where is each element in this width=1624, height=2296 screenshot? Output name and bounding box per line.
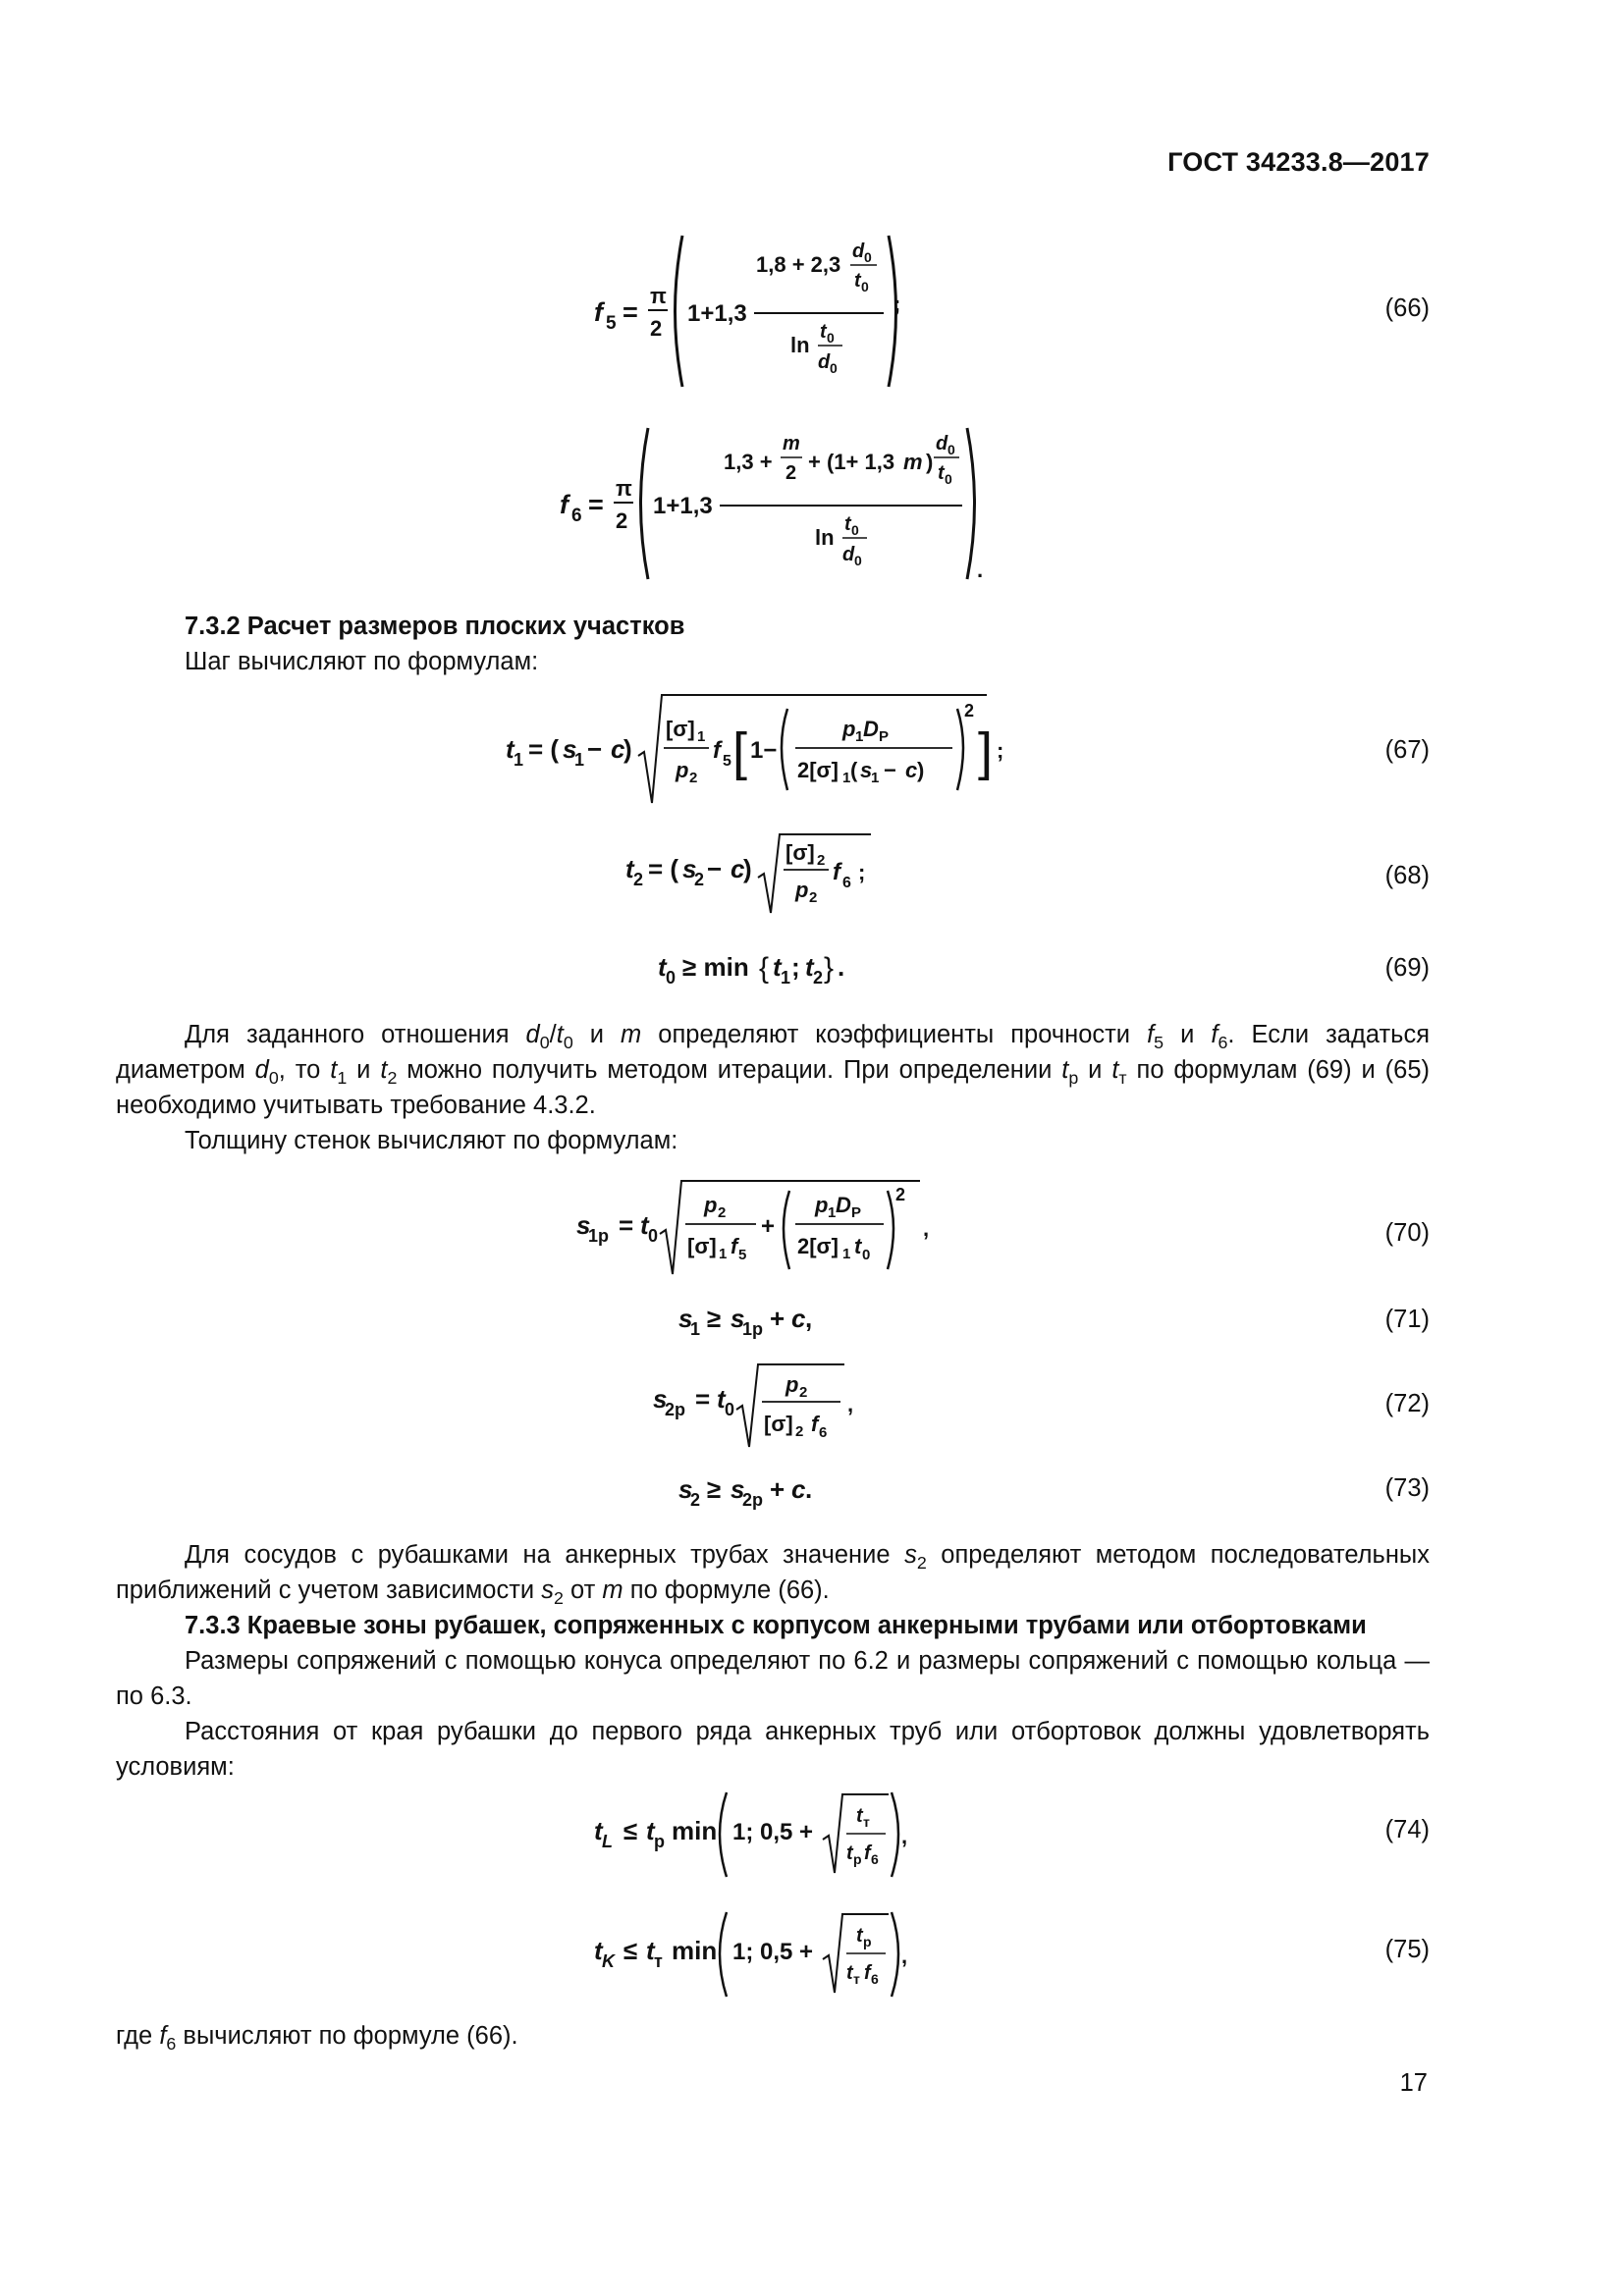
formula-f6 xyxy=(555,420,997,592)
svg-text:min: min xyxy=(672,1936,718,1965)
svg-text:f: f xyxy=(864,1842,871,1864)
svg-text:{: { xyxy=(759,952,770,985)
svg-text:2[σ]: 2[σ] xyxy=(797,1234,839,1258)
svg-text:,: , xyxy=(901,1824,908,1848)
svg-text:p: p xyxy=(795,878,809,902)
section-732-thickness-intro: Толщину стенок вычисляют по формулам: xyxy=(185,1127,678,1154)
svg-text:+: + xyxy=(761,1213,776,1240)
svg-text:0: 0 xyxy=(725,1400,735,1419)
svg-text:): ) xyxy=(926,450,934,474)
svg-text:t: t xyxy=(938,462,945,484)
svg-text:p: p xyxy=(815,1193,829,1217)
svg-text:;: ; xyxy=(997,738,1004,763)
svg-text:c: c xyxy=(731,854,745,883)
svg-text:1: 1 xyxy=(871,770,880,786)
svg-text:P: P xyxy=(879,728,890,745)
svg-text:=: = xyxy=(588,490,604,519)
svg-text:;: ; xyxy=(893,292,901,316)
svg-text:т: т xyxy=(853,1971,860,1987)
svg-text:s: s xyxy=(731,1474,745,1504)
svg-text:−: − xyxy=(884,758,896,782)
svg-text:d: d xyxy=(818,351,831,373)
svg-text:p: p xyxy=(842,717,856,741)
svg-text:≥: ≥ xyxy=(707,1304,722,1333)
equation-number-72: (72) xyxy=(1384,1390,1430,1417)
svg-text:1: 1 xyxy=(719,1246,728,1262)
formula-71-svg xyxy=(674,1296,850,1345)
svg-text:2[σ]: 2[σ] xyxy=(797,758,839,782)
section-733-paragraph-2: Расстояния от края рубашки до первого ряда анкерных труб или отбортовок должны удовлетворять условиям: xyxy=(116,1718,1430,1781)
equation-number-69: (69) xyxy=(1384,954,1430,982)
svg-text:f: f xyxy=(713,737,721,764)
svg-text:0: 0 xyxy=(947,442,955,457)
formula-68-svg xyxy=(621,827,895,920)
svg-text:c: c xyxy=(611,734,625,764)
svg-text:c: c xyxy=(791,1474,806,1504)
svg-text:,: , xyxy=(923,1216,930,1241)
formula-75 xyxy=(589,1904,913,2007)
svg-text:0: 0 xyxy=(864,249,872,265)
svg-text:1: 1 xyxy=(781,968,791,988)
section-732-heading: 7.3.2 Расчет размеров плоских участков xyxy=(185,613,685,640)
svg-text:d: d xyxy=(842,544,855,565)
svg-text:p: p xyxy=(785,1372,799,1397)
svg-text:1: 1 xyxy=(697,728,706,745)
svg-text:≥ min: ≥ min xyxy=(682,952,749,982)
svg-text:t: t xyxy=(717,1384,726,1414)
svg-text:= (: = ( xyxy=(648,854,679,883)
svg-text:6: 6 xyxy=(571,506,582,526)
svg-text:s: s xyxy=(860,758,873,782)
page-number: 17 xyxy=(1399,2069,1428,2097)
svg-text:1,8 + 2,3: 1,8 + 2,3 xyxy=(756,252,841,277)
svg-text:t: t xyxy=(506,734,514,764)
svg-text:р: р xyxy=(853,1851,862,1867)
formula-66 xyxy=(589,228,913,400)
svg-text:[σ]: [σ] xyxy=(666,717,695,741)
svg-text:=: = xyxy=(695,1384,711,1414)
svg-text:2: 2 xyxy=(689,770,698,786)
svg-text:s: s xyxy=(563,734,577,764)
paragraph-f6-reference: где $f_6$ вычисляют по формуле (66). xyxy=(116,2022,518,2055)
svg-text:t: t xyxy=(773,952,782,982)
equation-number-71: (71) xyxy=(1384,1306,1430,1333)
svg-text:K: K xyxy=(602,1951,615,1971)
svg-text:(: ( xyxy=(850,758,858,782)
svg-text:5: 5 xyxy=(723,753,731,770)
svg-text:t: t xyxy=(820,321,827,343)
formula-74 xyxy=(589,1785,913,1888)
svg-text:ln: ln xyxy=(815,525,835,550)
svg-text:0: 0 xyxy=(830,360,838,376)
formula-67 xyxy=(501,687,1011,825)
svg-text:min: min xyxy=(672,1816,718,1845)
formula-69 xyxy=(653,944,869,998)
svg-text:1: 1 xyxy=(690,1319,701,1339)
svg-text:0: 0 xyxy=(827,330,835,346)
svg-text:t: t xyxy=(846,1842,853,1864)
equation-number-74: (74) xyxy=(1384,1816,1430,1843)
svg-text:t: t xyxy=(854,270,861,292)
formula-73 xyxy=(674,1467,850,1521)
svg-text:d: d xyxy=(852,240,865,262)
svg-text:0: 0 xyxy=(945,471,952,487)
svg-text:π: π xyxy=(616,476,632,501)
svg-text:1р: 1р xyxy=(742,1319,764,1339)
svg-text:f: f xyxy=(864,1962,871,1984)
formula-75-svg xyxy=(589,1904,913,2002)
svg-text:2: 2 xyxy=(799,1384,808,1401)
svg-text:π: π xyxy=(650,284,667,308)
paragraph-jackets: Для сосудов с рубашками на анкерных трубах значение $s_2$ определяют методом последовательных приближений с учетом зависимости $s_2$ от m по формуле (66). xyxy=(116,1541,1431,1609)
svg-text:.: . xyxy=(805,1474,813,1504)
svg-text:0: 0 xyxy=(862,1247,871,1263)
svg-text:[: [ xyxy=(732,722,748,781)
equation-number-75: (75) xyxy=(1384,1936,1430,1963)
svg-text:t: t xyxy=(640,1210,649,1240)
svg-text:m: m xyxy=(783,433,800,454)
formula-67-svg xyxy=(501,687,1011,820)
svg-text:t: t xyxy=(854,1234,862,1258)
svg-text:2: 2 xyxy=(718,1204,727,1221)
svg-text:1: 1 xyxy=(514,750,524,770)
equation-number-73: (73) xyxy=(1384,1474,1430,1502)
svg-text:−: − xyxy=(707,854,723,883)
svg-text:s: s xyxy=(576,1210,591,1240)
section-732-intro: Шаг вычисляют по формулам: xyxy=(185,648,539,675)
svg-text:[σ]: [σ] xyxy=(785,840,815,865)
svg-text:≤: ≤ xyxy=(623,1816,638,1845)
svg-text:т: т xyxy=(863,1814,870,1830)
svg-text:t: t xyxy=(856,1805,863,1827)
svg-text:+: + xyxy=(770,1474,785,1504)
svg-text:5: 5 xyxy=(738,1247,747,1263)
svg-text:}: } xyxy=(824,952,835,985)
svg-text:t: t xyxy=(594,1816,603,1845)
svg-text:t: t xyxy=(594,1936,603,1965)
formula-72-svg xyxy=(648,1357,874,1455)
svg-text:≤: ≤ xyxy=(623,1936,638,1965)
formula-73-svg xyxy=(674,1467,850,1516)
svg-text:+ (1+ 1,3: + (1+ 1,3 xyxy=(808,450,895,474)
formula-71 xyxy=(674,1296,850,1350)
svg-text:2: 2 xyxy=(964,701,975,721)
svg-text:[σ]: [σ] xyxy=(687,1234,717,1258)
svg-text:5: 5 xyxy=(606,313,617,334)
svg-text:f: f xyxy=(560,490,568,519)
svg-text:−: − xyxy=(587,734,603,764)
svg-text:≥: ≥ xyxy=(707,1474,722,1504)
svg-text:t: t xyxy=(844,513,851,535)
svg-text:0: 0 xyxy=(648,1226,659,1246)
svg-text:t: t xyxy=(658,952,667,982)
svg-text:t: t xyxy=(856,1925,863,1947)
svg-text:2: 2 xyxy=(809,889,818,906)
svg-text:c: c xyxy=(791,1304,806,1333)
svg-text:2: 2 xyxy=(817,852,826,869)
svg-text:р: р xyxy=(654,1832,665,1851)
svg-text:t: t xyxy=(646,1816,655,1845)
formula-74-svg xyxy=(589,1785,913,1883)
svg-text:,: , xyxy=(901,1944,908,1968)
svg-text:s: s xyxy=(653,1384,668,1414)
svg-text:): ) xyxy=(917,758,925,782)
svg-text:2р: 2р xyxy=(742,1490,764,1510)
svg-text:]: ] xyxy=(978,722,994,781)
svg-text:t: t xyxy=(625,854,634,883)
svg-text:1: 1 xyxy=(855,728,864,745)
svg-text:2: 2 xyxy=(650,316,663,341)
formula-70-svg xyxy=(571,1173,935,1281)
svg-text:p: p xyxy=(676,758,689,782)
svg-text:[σ]: [σ] xyxy=(764,1412,793,1436)
svg-text:р: р xyxy=(863,1934,872,1949)
svg-text:s: s xyxy=(682,854,697,883)
svg-text:,: , xyxy=(847,1392,854,1416)
svg-text:f: f xyxy=(731,1234,738,1258)
svg-text:;: ; xyxy=(791,952,800,982)
formula-f6-svg xyxy=(555,420,997,587)
section-733-heading: 7.3.3 Краевые зоны рубашек, сопряженных с корпусом анкерными трубами или отбортовками xyxy=(185,1612,1367,1639)
svg-text:f: f xyxy=(833,859,840,885)
svg-text:D: D xyxy=(836,1193,851,1217)
svg-text:): ) xyxy=(623,734,632,764)
svg-text:0: 0 xyxy=(854,553,862,568)
svg-text:L: L xyxy=(602,1832,613,1851)
svg-text:d: d xyxy=(936,433,948,454)
svg-text:1: 1 xyxy=(828,1204,837,1221)
svg-text:): ) xyxy=(743,854,752,883)
svg-text:1+1,3: 1+1,3 xyxy=(687,300,747,327)
svg-text:0: 0 xyxy=(666,968,677,988)
svg-text:2: 2 xyxy=(795,1423,804,1440)
svg-text:6: 6 xyxy=(871,1971,879,1987)
svg-text:1−: 1− xyxy=(750,737,778,764)
formula-72 xyxy=(648,1357,874,1460)
svg-text:1; 0,5 +: 1; 0,5 + xyxy=(732,1939,814,1965)
svg-text:ln: ln xyxy=(790,333,810,357)
svg-text:6: 6 xyxy=(871,1851,879,1867)
section-733-paragraph-1: Размеры сопряжений с помощью конуса определяют по 6.2 и размеры сопряжений с помощью кольца — по 6.3. xyxy=(116,1647,1430,1710)
svg-text:т: т xyxy=(654,1951,663,1971)
svg-text:1; 0,5 +: 1; 0,5 + xyxy=(732,1819,814,1845)
svg-text:t: t xyxy=(805,952,814,982)
svg-text:1+1,3: 1+1,3 xyxy=(653,493,713,519)
formula-69-svg xyxy=(653,944,869,993)
equation-number-67: (67) xyxy=(1384,736,1430,764)
formula-66-svg xyxy=(589,228,913,395)
formula-70 xyxy=(571,1173,935,1286)
svg-text:c: c xyxy=(905,758,918,782)
svg-text:s: s xyxy=(678,1474,693,1504)
svg-text:2: 2 xyxy=(895,1185,906,1204)
svg-text:2: 2 xyxy=(633,870,644,889)
svg-text:D: D xyxy=(863,717,879,741)
svg-text:6: 6 xyxy=(842,875,851,891)
svg-text:2: 2 xyxy=(694,870,705,889)
svg-text:m: m xyxy=(903,450,923,474)
svg-text:1: 1 xyxy=(842,770,851,786)
svg-text:2: 2 xyxy=(813,968,824,988)
paragraph-coefficients: Для заданного отношения $d_0/t_0$ и m определяют коэффициенты прочности $f_5$ и $f_6$. Если задаться диаметром $d_0$, то $t_1$ и $t_2$ можно получить методом итерации. При определении $t_р$ и $t_т$ по формулам (69) и (65) необходимо учитывать требование 4.3.2. xyxy=(116,1021,1430,1119)
svg-text:1: 1 xyxy=(574,750,585,770)
document-header: ГОСТ 34233.8—2017 xyxy=(1167,147,1430,177)
svg-text:2: 2 xyxy=(690,1490,701,1510)
svg-text:p: p xyxy=(704,1193,718,1217)
svg-text:.: . xyxy=(977,558,984,582)
svg-text:1р: 1р xyxy=(588,1226,610,1246)
svg-text:t: t xyxy=(646,1936,655,1965)
svg-text:+: + xyxy=(770,1304,785,1333)
formula-68 xyxy=(621,827,895,925)
svg-text:P: P xyxy=(851,1204,862,1221)
svg-text:s: s xyxy=(731,1304,745,1333)
svg-text:=: = xyxy=(623,297,638,327)
svg-text:1,3 +: 1,3 + xyxy=(724,450,773,474)
svg-text:f: f xyxy=(811,1412,819,1436)
equation-number-68: (68) xyxy=(1384,862,1430,889)
svg-text:t: t xyxy=(846,1962,853,1984)
svg-text:6: 6 xyxy=(819,1424,828,1441)
svg-text:2: 2 xyxy=(785,462,797,484)
svg-text:0: 0 xyxy=(851,522,859,538)
svg-text:f: f xyxy=(594,297,603,327)
svg-text:.: . xyxy=(838,952,845,982)
svg-text:,: , xyxy=(805,1304,813,1333)
equation-number-66: (66) xyxy=(1384,294,1430,322)
svg-text:2р: 2р xyxy=(665,1400,686,1419)
svg-text:;: ; xyxy=(858,860,866,884)
svg-text:= (: = ( xyxy=(528,734,560,764)
svg-text:2: 2 xyxy=(616,508,628,533)
svg-text:1: 1 xyxy=(842,1246,851,1262)
svg-text:s: s xyxy=(678,1304,693,1333)
equation-number-70: (70) xyxy=(1384,1219,1430,1247)
svg-text:=: = xyxy=(619,1210,634,1240)
svg-text:0: 0 xyxy=(861,279,869,294)
